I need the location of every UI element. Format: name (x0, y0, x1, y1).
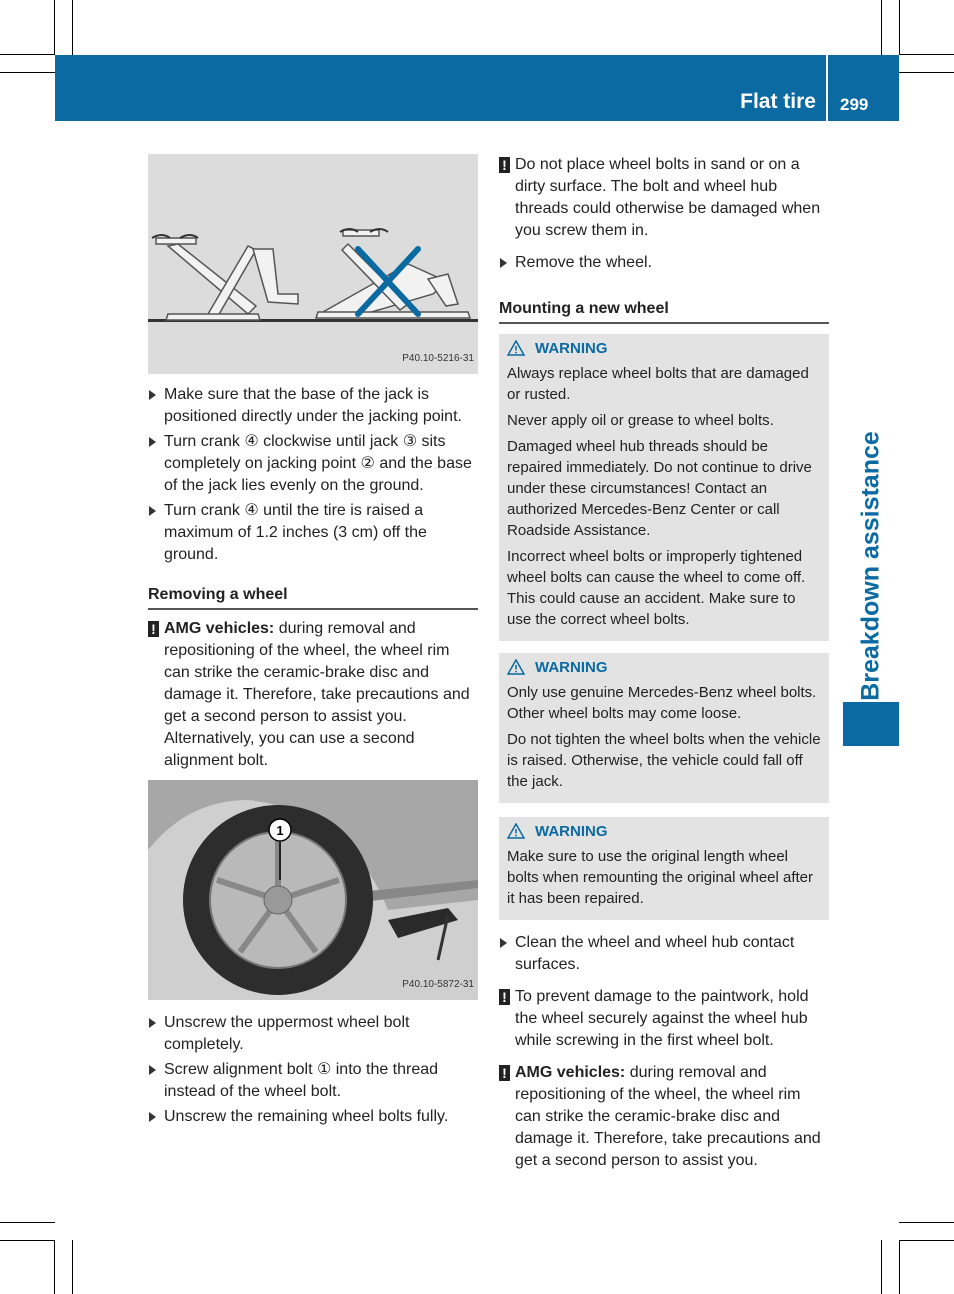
left-column (148, 154, 478, 1131)
note-text: during removal and repositioning of the wheel, the wheel rim can strike the ceramic-brake disc and damage it. Therefore, take precautions and get a second person to assist you. Alternatively, you can use a second alignment bolt. (164, 620, 470, 769)
warning-triangle-icon (507, 823, 525, 839)
list-item: Make sure that the base of the jack is positioned directly under the jacking point. (148, 384, 478, 428)
page-title: Flat tire (740, 90, 816, 113)
section-side-tab (843, 702, 899, 746)
exclamation-icon: ! (148, 621, 159, 637)
wheel-figure (148, 780, 478, 1000)
crop-mark (899, 1222, 954, 1223)
list-item: Turn crank ④ until the tire is raised a maximum of 1.2 inches (3 cm) off the ground. (148, 500, 478, 566)
right-column (499, 154, 829, 1172)
exclamation-icon: ! (499, 1065, 510, 1081)
warning-paragraph: Damaged wheel hub threads should be repaired immediately. Do not continue to drive under these circumstances! Contact an authorized Mercedes-Benz Center or call Roadside Assistance. (507, 438, 812, 539)
warning-box (499, 817, 829, 920)
amg-caution-note (148, 618, 478, 772)
list-item: Turn crank ④ clockwise until jack ③ sits completely on jacking point ② and the base of the jack lies evenly on the ground. (148, 431, 478, 497)
warning-triangle-icon (507, 340, 525, 356)
page-number: 299 (840, 95, 869, 114)
warning-paragraph: Always replace wheel bolts that are damaged or rusted. (507, 365, 809, 403)
list-item: Clean the wheel and wheel hub contact surfaces. (499, 932, 829, 976)
crop-mark (54, 0, 55, 55)
section-title-mounting: Mounting a new wheel (499, 298, 829, 324)
warning-title: WARNING (535, 659, 608, 676)
crop-mark (72, 0, 73, 55)
crop-mark (54, 1240, 55, 1294)
warning-title: WARNING (535, 340, 608, 357)
wheel-photo (148, 780, 478, 1000)
warning-paragraph: Never apply oil or grease to wheel bolts. (507, 412, 774, 429)
exclamation-icon: ! (499, 157, 510, 173)
crop-mark (899, 72, 954, 73)
note-text: To prevent damage to the paintwork, hold the wheel securely against the wheel hub while screwing in the first wheel bolt. (515, 988, 809, 1049)
crop-mark (881, 1240, 882, 1294)
exclamation-icon: ! (499, 989, 510, 1005)
jack-figure (148, 154, 478, 374)
warning-paragraph: Only use genuine Mercedes-Benz wheel bolts. Other wheel bolts may come loose. (507, 684, 817, 722)
crop-mark (0, 1240, 55, 1241)
crop-mark (0, 1222, 55, 1223)
crop-mark (899, 54, 954, 55)
warning-heading (507, 821, 821, 842)
note-bold-label: AMG vehicles: (164, 620, 275, 637)
header-divider (826, 55, 828, 121)
paint-caution-note (499, 986, 829, 1052)
section-side-label: Breakdown assistance (856, 431, 885, 701)
list-item: Screw alignment bolt ① into the thread instead of the wheel bolt. (148, 1059, 478, 1103)
crop-mark (0, 54, 55, 55)
jack-illustration (148, 154, 478, 374)
crop-mark (0, 72, 55, 73)
list-item: Unscrew the uppermost wheel bolt completely. (148, 1012, 478, 1056)
callout-number: 1 (276, 823, 284, 838)
note-bold-label: AMG vehicles: (515, 1064, 626, 1081)
crop-mark (899, 1240, 900, 1294)
warning-heading (507, 657, 821, 678)
amg-caution-note (499, 1062, 829, 1172)
warning-paragraph: Do not tighten the wheel bolts when the vehicle is raised. Otherwise, the vehicle could fall off the jack. (507, 731, 821, 790)
list-item: Remove the wheel. (499, 252, 829, 274)
figure-code: P40.10-5872-31 (402, 979, 474, 990)
note-text: Do not place wheel bolts in sand or on a dirty surface. The bolt and wheel hub threads could otherwise be damaged when you screw them in. (515, 156, 821, 239)
sand-caution-note (499, 154, 829, 242)
warning-paragraph: Incorrect wheel bolts or improperly tightened wheel bolts can cause the wheel to come off. This could cause an accident. Make sure to use the correct wheel bolts. (507, 548, 806, 628)
warning-title: WARNING (535, 823, 608, 840)
jack-steps-list (148, 384, 478, 566)
crop-mark (72, 1240, 73, 1294)
clean-step-list (499, 932, 829, 976)
list-item: Unscrew the remaining wheel bolts fully. (148, 1106, 478, 1128)
warning-triangle-icon (507, 659, 525, 675)
warning-paragraph: Make sure to use the original length wheel bolts when remounting the original wheel after it has been repaired. (507, 848, 814, 907)
warning-box (499, 334, 829, 641)
warning-box (499, 653, 829, 803)
removal-steps-list (148, 1012, 478, 1128)
section-title-removing: Removing a wheel (148, 584, 478, 610)
warning-heading (507, 338, 821, 359)
remove-step-list (499, 252, 829, 274)
note-text: during removal and repositioning of the wheel, the wheel rim can strike the ceramic-brake disc and damage it. Therefore, take precautions and get a second person to assist you. (515, 1064, 821, 1169)
crop-mark (899, 0, 900, 55)
figure-code: P40.10-5216-31 (402, 353, 474, 364)
crop-mark (881, 0, 882, 55)
crop-mark (899, 1240, 954, 1241)
